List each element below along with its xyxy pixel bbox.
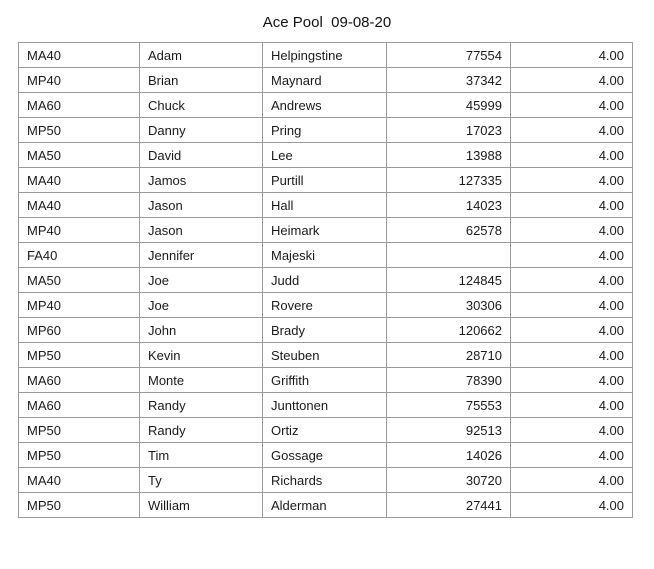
first-name-cell: Tim [140,443,263,468]
first-name-cell: Adam [140,43,263,68]
table-row [19,118,633,143]
ace-pool-table [18,42,633,518]
score-cell: 30720 [387,468,511,493]
division-cell: FA40 [19,243,140,268]
score-cell: 120662 [387,318,511,343]
last-name-cell: Majeski [263,243,387,268]
score-cell: 45999 [387,93,511,118]
amount-cell: 4.00 [511,418,633,443]
score-cell: 37342 [387,68,511,93]
last-name-cell: Helpingstine [263,43,387,68]
amount-cell: 4.00 [511,493,633,518]
last-name-cell: Alderman [263,493,387,518]
score-cell: 30306 [387,293,511,318]
last-name-cell: Richards [263,468,387,493]
score-cell: 27441 [387,493,511,518]
score-cell: 124845 [387,268,511,293]
division-cell: MA40 [19,468,140,493]
first-name-cell: Jason [140,193,263,218]
division-cell: MA60 [19,93,140,118]
table-row [19,243,633,268]
table-row [19,468,633,493]
table-row [19,368,633,393]
page-title: Ace Pool 09-08-20 [262,14,392,31]
table-row [19,143,633,168]
amount-cell: 4.00 [511,118,633,143]
division-cell: MA40 [19,193,140,218]
score-cell: 14023 [387,193,511,218]
first-name-cell: Danny [140,118,263,143]
last-name-cell: Rovere [263,293,387,318]
amount-cell: 4.00 [511,43,633,68]
amount-cell: 4.00 [511,318,633,343]
score-cell: 13988 [387,143,511,168]
last-name-cell: Pring [263,118,387,143]
first-name-cell: Jason [140,218,263,243]
first-name-cell: Kevin [140,343,263,368]
table-row [19,193,633,218]
last-name-cell: Steuben [263,343,387,368]
last-name-cell: Maynard [263,68,387,93]
first-name-cell: Chuck [140,93,263,118]
amount-cell: 4.00 [511,243,633,268]
first-name-cell: Randy [140,418,263,443]
last-name-cell: Junttonen [263,393,387,418]
table-row [19,218,633,243]
table-body [19,43,633,518]
table-row [19,293,633,318]
first-name-cell: David [140,143,263,168]
division-cell: MA50 [19,268,140,293]
amount-cell: 4.00 [511,143,633,168]
division-cell: MP50 [19,118,140,143]
division-cell: MA60 [19,393,140,418]
division-cell: MA40 [19,43,140,68]
table-row [19,418,633,443]
first-name-cell: Monte [140,368,263,393]
first-name-cell: Brian [140,68,263,93]
table-row [19,393,633,418]
division-cell: MP40 [19,68,140,93]
last-name-cell: Hall [263,193,387,218]
score-cell: 127335 [387,168,511,193]
table-row [19,93,633,118]
first-name-cell: William [140,493,263,518]
score-cell: 77554 [387,43,511,68]
amount-cell: 4.00 [511,68,633,93]
division-cell: MP40 [19,293,140,318]
score-cell: 92513 [387,418,511,443]
amount-cell: 4.00 [511,343,633,368]
amount-cell: 4.00 [511,393,633,418]
first-name-cell: Jennifer [140,243,263,268]
first-name-cell: Joe [140,293,263,318]
division-cell: MP60 [19,318,140,343]
score-cell: 14026 [387,443,511,468]
score-cell [387,243,511,268]
table-row [19,268,633,293]
last-name-cell: Heimark [263,218,387,243]
amount-cell: 4.00 [511,168,633,193]
first-name-cell: Ty [140,468,263,493]
amount-cell: 4.00 [511,368,633,393]
division-cell: MP50 [19,493,140,518]
first-name-cell: Randy [140,393,263,418]
score-cell: 78390 [387,368,511,393]
last-name-cell: Brady [263,318,387,343]
score-cell: 17023 [387,118,511,143]
table-row [19,443,633,468]
last-name-cell: Andrews [263,93,387,118]
amount-cell: 4.00 [511,268,633,293]
score-cell: 28710 [387,343,511,368]
last-name-cell: Purtill [263,168,387,193]
division-cell: MP50 [19,443,140,468]
amount-cell: 4.00 [511,93,633,118]
last-name-cell: Lee [263,143,387,168]
last-name-cell: Gossage [263,443,387,468]
table-row [19,168,633,193]
first-name-cell: Joe [140,268,263,293]
division-cell: MA60 [19,368,140,393]
score-cell: 75553 [387,393,511,418]
last-name-cell: Griffith [263,368,387,393]
table-row [19,343,633,368]
amount-cell: 4.00 [511,218,633,243]
amount-cell: 4.00 [511,293,633,318]
amount-cell: 4.00 [511,193,633,218]
amount-cell: 4.00 [511,468,633,493]
table-row [19,318,633,343]
last-name-cell: Judd [263,268,387,293]
first-name-cell: Jamos [140,168,263,193]
table-row [19,43,633,68]
division-cell: MP50 [19,418,140,443]
division-cell: MA50 [19,143,140,168]
first-name-cell: John [140,318,263,343]
division-cell: MP50 [19,343,140,368]
table-row [19,68,633,93]
score-cell: 62578 [387,218,511,243]
table-row [19,493,633,518]
division-cell: MA40 [19,168,140,193]
division-cell: MP40 [19,218,140,243]
last-name-cell: Ortiz [263,418,387,443]
amount-cell: 4.00 [511,443,633,468]
